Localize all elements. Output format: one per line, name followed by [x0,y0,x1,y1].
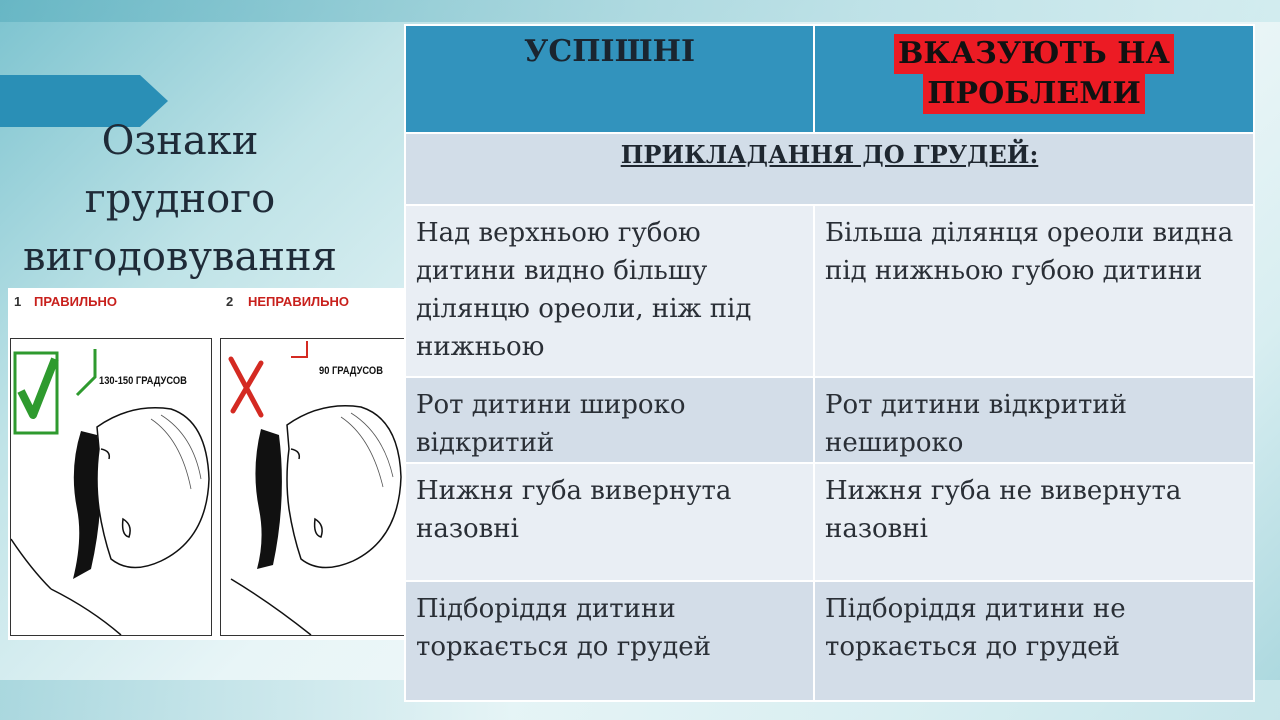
table-row [405,377,1254,463]
title-line: вигодовування [23,234,337,280]
correct-label: ПРАВИЛЬНО [34,294,117,309]
section-heading: ПРИКЛАДАННЯ ДО ГРУДЕЙ: [405,133,1254,205]
problem-cell: Нижня губа не вивернута назовні [814,463,1254,581]
success-cell: Над верхньою губою дитини видно більшу ділянцю ореоли, ніж під нижньою [405,205,814,377]
success-cell: Підборіддя дитини торкається до грудей [405,581,814,701]
problem-cell: Більша ділянця ореоли видна під нижньою губою дитини [814,205,1254,377]
table-header-row [405,25,1254,133]
incorrect-panel [220,338,422,636]
incorrect-angle-text: 90 ГРАДУСОВ [319,365,383,377]
background-top-strip [0,0,1280,22]
title-line: Ознаки [101,118,259,164]
header-problem-line: ПРОБЛЕМИ [923,74,1145,114]
success-cell: Нижня губа вивернута назовні [405,463,814,581]
header-problem-line: ВКАЗУЮТЬ НА [894,34,1174,74]
incorrect-label: НЕПРАВИЛЬНО [248,294,350,309]
success-cell: Рот дитини широко відкритий [405,377,814,463]
header-problem [814,25,1254,133]
breastfeeding-signs-table [404,24,1255,702]
check-icon [21,359,55,415]
cross-icon [231,359,261,415]
baby-latch-incorrect-icon [221,339,405,635]
correct-number: 1 [14,294,22,309]
correct-angle-text: 130-150 ГРАДУСОВ [99,375,187,387]
problem-cell: Рот дитини відкритий нешироко [814,377,1254,463]
table-row [405,205,1254,377]
problem-cell: Підборіддя дитини не торкається до грудей [814,581,1254,701]
incorrect-number: 2 [226,294,234,309]
table-row [405,581,1254,701]
correct-panel [10,338,212,636]
header-success: УСПІШНІ [405,25,814,133]
section-row [405,133,1254,205]
latch-illustration [8,288,404,640]
slide-title [20,112,340,286]
title-line: грудного [84,176,276,222]
table-row [405,463,1254,581]
